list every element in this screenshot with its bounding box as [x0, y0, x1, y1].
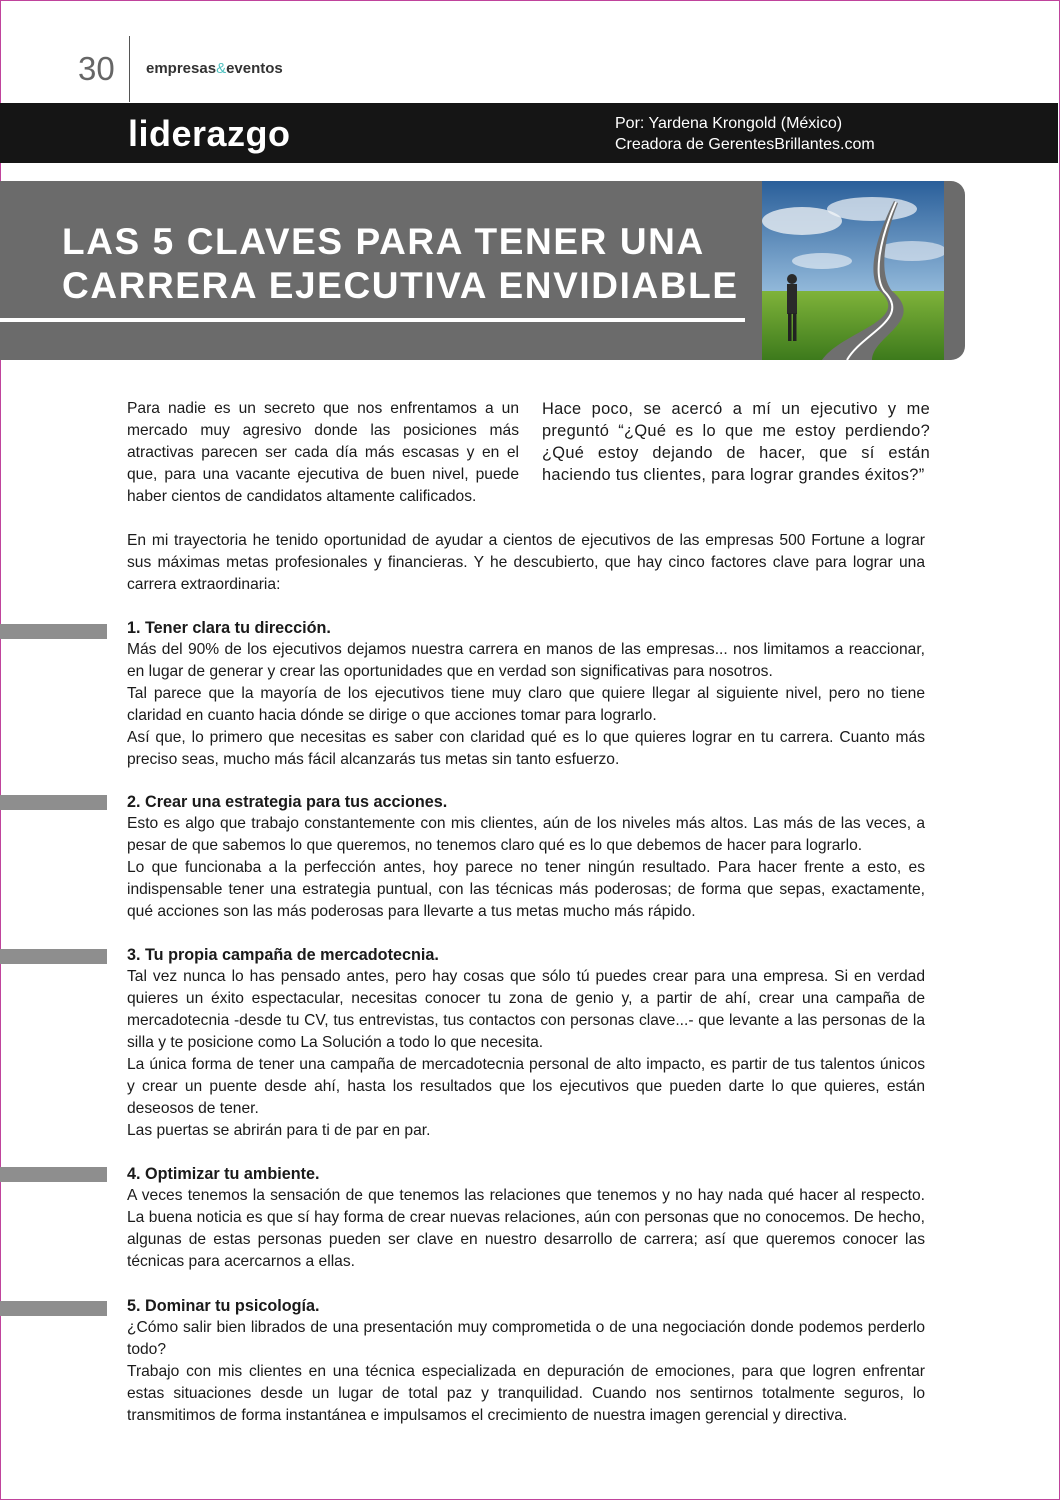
section-paragraph: Más del 90% de los ejecutivos dejamos nuestra carrera en manos de las empresas... nos limitamos a reaccionar, en lugar de generar y crear las oportunidades que en verdad son significativas para nosotros.: [127, 641, 925, 680]
section-paragraph: ¿Cómo salir bien librados de una presentación muy comprometida o de una negociación donde podemos perderlo todo?: [127, 1319, 925, 1358]
section-paragraph: Las puertas se abrirán para ti de par en par.: [127, 1122, 431, 1139]
brand-ampersand: &: [216, 60, 227, 77]
section-heading: 1. Tener clara tu dirección.: [127, 619, 331, 637]
section-heading: 3. Tu propia campaña de mercadotecnia.: [127, 946, 439, 964]
section-paragraph: La única forma de tener una campaña de mercadotecnia personal de alto impacto, es partir de tus talentos únicos y crear un puente desde ahí, hasta los resultados que los ejecutivos que pueden darte lo que quieres, están deseosos de tener.: [127, 1056, 925, 1117]
section-2: [127, 791, 925, 923]
section-marker: [0, 1167, 107, 1182]
section-marker: [0, 949, 107, 964]
article-title-line1: LAS 5 CLAVES PARA TENER UNA: [62, 221, 705, 262]
brand-part1: empresas: [146, 60, 217, 77]
section-paragraph: A veces tenemos la sensación de que tenemos las relaciones que tenemos y no hay nada qué hacer al respecto. La buena noticia es que sí hay forma de crear nuevas relaciones, aún con personas que no conocemos. De hecho, algunas de estas personas pueden ser clave en nuestro desarrollo de carrera; así que queremos conocer las técnicas para acercarnos a ellas.: [127, 1187, 925, 1270]
section-paragraph: Esto es algo que trabajo constantemente con mis clientes, aún de los niveles más altos. Las más de las veces, a pesar de que sabemos lo que queremos, no tenemos claro qué es lo que debemos de hacer para lograrlo.: [127, 815, 925, 854]
intro-column-left: Para nadie es un secreto que nos enfrentamos a un mercado muy agresivo donde las posiciones más atractivas parecen ser cada día más escasas y en el que, para una vacante ejecutiva de buen nivel, puede haber cientos de candidatos altamente calificados.: [127, 400, 519, 505]
section-heading: 2. Crear una estrategia para tus acciones.: [127, 793, 448, 811]
header-divider: [129, 36, 130, 102]
section-marker: [0, 624, 107, 639]
section-4: [127, 1163, 925, 1273]
section-marker: [0, 1301, 107, 1316]
intro-paragraph: En mi trayectoria he tenido oportunidad de ayudar a cientos de ejecutivos de las empresas 500 Fortune a lograr sus máximas metas profesionales y financieras. Y he descubierto, que hay cinco factores clave para lograr una carrera extraordinaria:: [127, 532, 925, 593]
intro-column-right: Hace poco, se acercó a mí un ejecutivo y me preguntó “¿Qué es lo que me estoy perdiendo? ¿Qué estoy dejando de hacer, que sí están haciendo tus clientes, para lograr grandes éxitos?”: [542, 400, 930, 484]
section-heading: 4. Optimizar tu ambiente.: [127, 1165, 320, 1183]
section-paragraph: Así que, lo primero que necesitas es saber con claridad qué es lo que quieres lograr en tu carrera. Cuanto más preciso seas, mucho más fácil alcanzarás tus metas sin tanto esfuerzo.: [127, 729, 925, 768]
section-paragraph: Lo que funcionaba a la perfección antes, hoy parece no tener ningún resultado. Para hacer frente a esto, es indispensable tener una estrategia puntual, con las técnicas más poderosas; de forma que sepas, exactamente, qué acciones son las más poderosas para llevarte a tus metas mucho más rápido.: [127, 859, 925, 920]
section-heading: 5. Dominar tu psicología.: [127, 1297, 320, 1315]
magazine-brand: [146, 60, 283, 77]
section-paragraph: Trabajo con mis clientes en una técnica especializada en depuración de emociones, para que logren enfrentar estas situaciones desde un lugar de total paz y tranquilidad. Cuando nos sentirnos totalmente seguros, lo transmitimos de forma instantánea e impulsamos el crecimiento de nuestra imagen gerencial y directiva.: [127, 1363, 925, 1424]
page-number: 30: [78, 50, 115, 87]
section-paragraph: Tal parece que la mayoría de los ejecutivos tiene muy claro que quiere llegar al siguiente nivel, pero no tiene claridad en cuanto hacia dónde se dirige o que acciones tomar para lograrlo.: [127, 685, 925, 724]
road-photo: [762, 181, 944, 360]
article-title-line2: CARRERA EJECUTIVA ENVIDIABLE: [62, 265, 739, 306]
byline: [615, 113, 875, 155]
title-underline: [0, 318, 745, 322]
section-marker: [0, 795, 107, 810]
section-1: [127, 617, 925, 771]
section-5: [127, 1295, 925, 1427]
brand-part2: eventos: [226, 60, 283, 77]
section-paragraph: Tal vez nunca lo has pensado antes, pero hay cosas que sólo tú puedes crear para una empresa. Si en verdad quieres un éxito espectacular, necesitas conocer tu zona de genio y, a partir de ahí, crear una campaña de mercadotecnia -desde tu CV, tus entrevistas, tus contactos con personas clave...- que levante a las personas de la silla y te posicione como La Solución a todo lo que necesita.: [127, 968, 925, 1051]
article-title: [62, 220, 739, 308]
section-3: [127, 944, 925, 1142]
section-title: liderazgo: [128, 113, 291, 154]
byline-author: Por: Yardena Krongold (México): [615, 115, 843, 132]
byline-credit: Creadora de GerentesBrillantes.com: [615, 136, 875, 153]
